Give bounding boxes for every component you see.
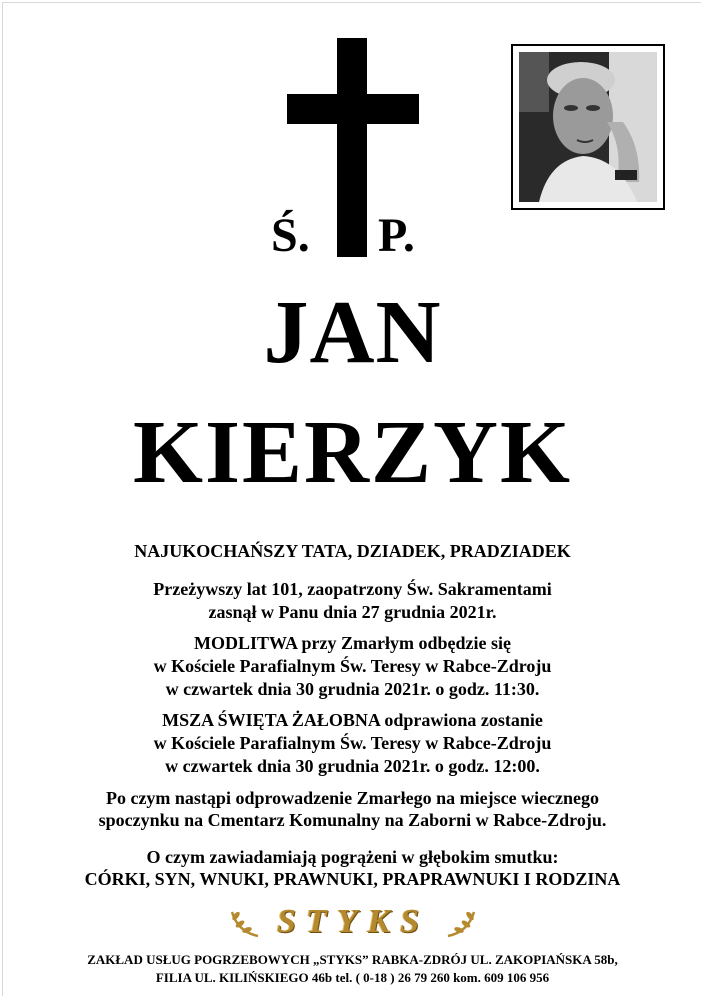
notice-line-2: CÓRKI, SYN, WNUKI, PRAWNUKI, PRAPRAWNUKI I RODZINA (84, 869, 621, 889)
portrait-icon (519, 52, 657, 202)
portrait-photo (519, 52, 657, 202)
laurel-left-icon (228, 906, 260, 940)
logo-text: STYKS (276, 903, 430, 940)
mass-line-3: w czwartek dnia 30 grudnia 2021r. o godz. 12:00. (165, 756, 540, 776)
burial-line-2: spoczynku na Cmentarz Komunalny na Zaborni w Rabce-Zdroju. (98, 810, 607, 830)
prayer-line-2: w Kościele Parafialnym Św. Teresy w Rabce-Zdroju (153, 656, 552, 676)
burial-line-1: Po czym nastąpi odprowadzenie Zmarłego na miejsce wiecznego (105, 788, 600, 808)
age-line-1: Przeżywszy lat 101, zaopatrzony Św. Sakramentami (153, 579, 552, 599)
footer-line-1: ZAKŁAD USŁUG POGRZEBOWYCH „STYKS” RABKA-ZDRÓJ UL. ZAKOPIAŃSKA 58b, (87, 952, 618, 967)
sp-right: P. (378, 209, 415, 262)
styks-logo (228, 902, 478, 942)
relation-line: NAJUKOCHAŃSZY TATA, DZIADEK, PRADZIADEK (134, 541, 571, 561)
sp-left: Ś. (271, 209, 310, 262)
age-line-2: zasnął w Panu dnia 27 grudnia 2021r. (208, 602, 497, 622)
cross-icon (337, 38, 367, 257)
footer-line-2: FILIA UL. KILIŃSKIEGO 46b tel. ( 0-18 ) 26 79 260 kom. 609 106 956 (155, 970, 550, 985)
notice-line-1: O czym zawiadamiają pogrążeni w głębokim smutku: (146, 847, 559, 867)
mass-line-1: MSZA ŚWIĘTA ŻAŁOBNA odprawiona zostanie (162, 710, 543, 730)
first-name: JAN (263, 283, 442, 382)
prayer-line-1: MODLITWA przy Zmarłym odbędzie się (194, 633, 511, 653)
cross-icon-bar (287, 94, 419, 124)
portrait-frame (511, 44, 665, 210)
mass-line-2: w Kościele Parafialnym Św. Teresy w Rabce-Zdroju (153, 733, 552, 753)
laurel-right-icon (446, 906, 478, 940)
prayer-line-3: w czwartek dnia 30 grudnia 2021r. o godz. 11:30. (165, 679, 540, 699)
last-name: KIERZYK (132, 403, 573, 502)
